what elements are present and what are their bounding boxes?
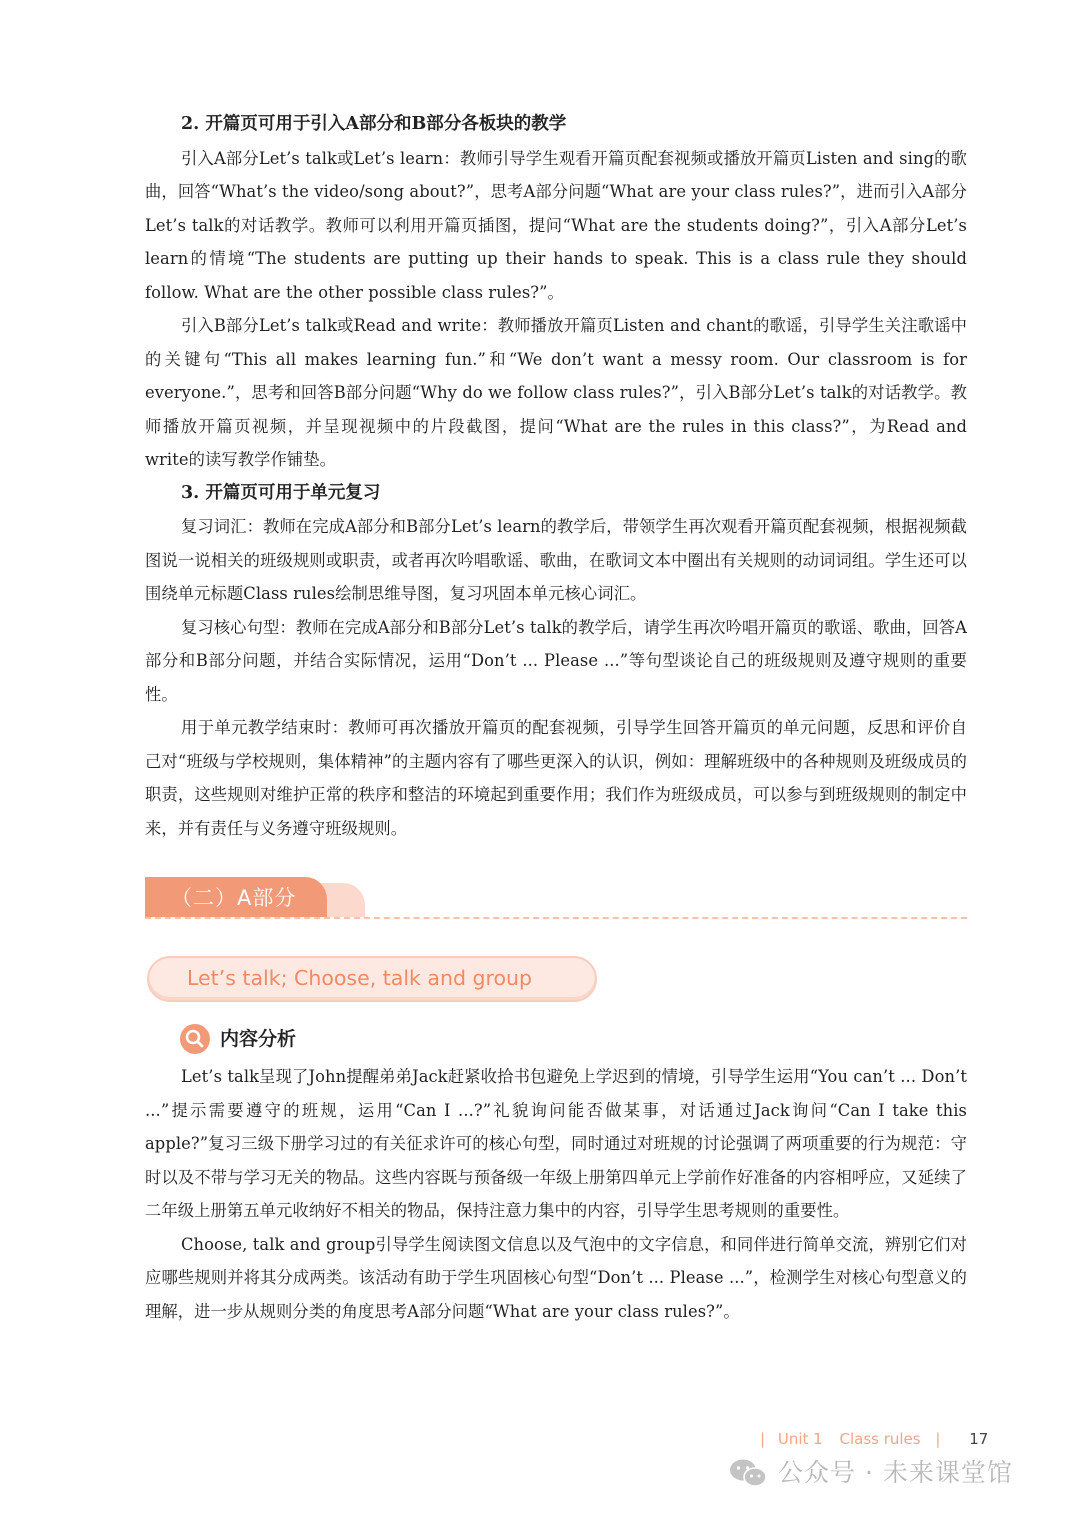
dashed-divider bbox=[145, 917, 967, 919]
paragraph: 引入B部分Let’s talk或Read and write：教师播放开篇页Listen and chant的歌谣，引导学生关注歌谣中的关键句“This all makes learning fun.”和“We don’t want a messy room. Our classroom is for everyone.”，思考和回答B部分问题“Why do we follow class rules?”，引入B部分Let’s talk的对话教学。教师播放开篇页视频，并呈现视频中的片段截图，提问“What are the rules in this class?”，为Read and write的读写教学作铺垫。 bbox=[145, 316, 967, 469]
watermark-text: 公众号 · 未来课堂馆 bbox=[778, 1458, 1013, 1487]
wechat-icon bbox=[728, 1457, 768, 1489]
analysis-title: 内容分析 bbox=[220, 1028, 297, 1050]
footer-title: Class rules bbox=[839, 1430, 921, 1448]
footer-separator: | bbox=[760, 1430, 766, 1448]
paragraph: Let’s talk呈现了John提醒弟弟Jack赶紧收拾书包避免上学迟到的情境，引导学生运用“You can’t ... Don’t ...”提示需要遵守的班规，运用“Can I ...?”礼貌询问能否做某事，对话通过Jack询问“Can I take this apple?”复习三级下册学习过的有关征求许可的核心句型，同时通过对班规的讨论强调了两项重要的行为规范：守时以及不带与学习无关的物品。这些内容既与预备级一年级上册第四单元上学前作好准备的内容相呼应，又延续了二年级上册第五单元收纳好不相关的物品，保持注意力集中的内容，引导学生思考规则的重要性。 bbox=[145, 1067, 967, 1220]
paragraph: Choose, talk and group引导学生阅读图文信息以及气泡中的文字信息，和同伴进行简单交流，辨别它们对应哪些规则并将其分成两类。该活动有助于学生巩固核心句型“Don’t ... Please ...”，检测学生对核心句型意义的理解，进一步从规则分类的角度思考A部分问题“What are your class rules?”。 bbox=[145, 1234, 967, 1321]
paragraph: 引入A部分Let’s talk或Let’s learn：教师引导学生观看开篇页配套视频或播放开篇页Listen and sing的歌曲，回答“What’s the video/song about?”，思考A部分问题“What are your class rules?”，进而引入A部分Let’s talk的对话教学。教师可以利用开篇页插图，提问“What are the students doing?”，引入A部分Let’s learn的情境“The students are putting up their hands to speak. This is a class rule they should follow. What are the other possible class rules?”。 bbox=[145, 148, 967, 302]
section-tab-label: （二）A部分 bbox=[171, 886, 297, 910]
page-number: 17 bbox=[969, 1430, 989, 1448]
lesson-title: Let’s talk; Choose, talk and group bbox=[187, 966, 533, 990]
lesson-title-pill bbox=[147, 956, 597, 1002]
page-footer bbox=[760, 1430, 988, 1450]
section-3-heading: 3. 开篇页可用于单元复习 bbox=[181, 482, 381, 503]
paragraph: 复习词汇：教师在完成A部分和B部分Let’s learn的教学后，带领学生再次观看开篇页配套视频，根据视频截图说一说相关的班级规则或职责，或者再次吟唱歌谣、歌曲，在歌词文本中圈出有关规则的动词词组。学生还可以围绕单元标题Class rules绘制思维导图，复习巩固本单元核心词汇。 bbox=[145, 517, 967, 603]
footer-separator: | bbox=[935, 1430, 941, 1448]
magnifier-icon bbox=[180, 1024, 210, 1054]
paragraph: 用于单元教学结束时：教师可再次播放开篇页的配套视频，引导学生回答开篇页的单元问题，反思和评价自己对“班级与学校规则，集体精神”的主题内容有了哪些更深入的认识，例如：理解班级中的各种规则及班级成员的职责，这些规则对维护正常的秩序和整洁的环境起到重要作用；我们作为班级成员，可以参与到班级规则的制定中来，并有责任与义务遵守班级规则。 bbox=[145, 718, 967, 838]
tab-front bbox=[145, 877, 327, 917]
paragraph: 复习核心句型：教师在完成A部分和B部分Let’s talk的教学后，请学生再次吟唱开篇页的歌谣、歌曲，回答A部分和B部分问题，并结合实际情况，运用“Don’t ... Please ...”等句型谈论自己的班级规则及遵守规则的重要性。 bbox=[145, 617, 967, 704]
section-2-heading: 2. 开篇页可用于引入A部分和B部分各板块的教学 bbox=[181, 114, 567, 134]
main-text-block bbox=[145, 108, 967, 845]
analysis-text-block bbox=[145, 1060, 967, 1328]
section-tab bbox=[145, 877, 967, 921]
footer-unit: Unit 1 bbox=[777, 1430, 823, 1448]
